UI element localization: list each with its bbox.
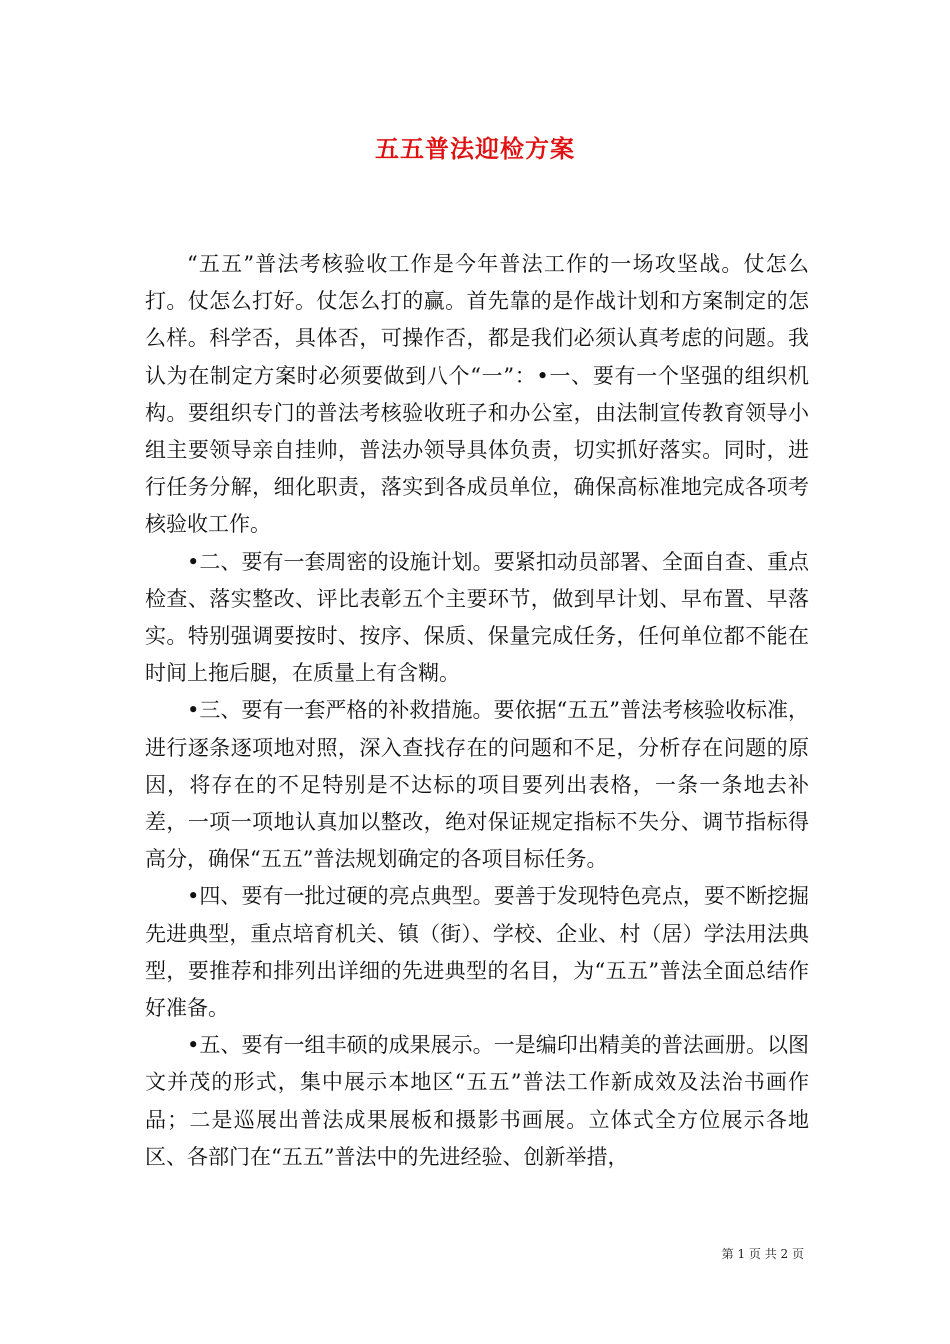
document-title: 五五普法迎检方案 <box>375 134 575 163</box>
paragraph: “五五”普法考核验收工作是今年普法工作的一场攻坚战。仗怎么打。仗怎么打好。仗怎么打的赢。首先靠的是作战计划和方案制定的怎么样。科学否，具体否，可操作否，都是我们必须认真考虑的问题。我认为在制定方案时必须要做到八个“一”：•一、要有一个坚强的组织机构。要组织专门的普法考核验收班子和办公室，由法制宣传教育领导小组主要领导亲自挂帅，普法办领导具体负责，切实抓好落实。同时，进行任务分解，细化职责，落实到各成员单位，确保高标准地完成各项考核验收工作。 <box>145 252 809 537</box>
paragraph: •五、要有一组丰硕的成果展示。一是编印出精美的普法画册。以图文并茂的形式，集中展示本地区“五五”普法工作新成效及法治书画作品；二是巡展出普法成果展板和摄影书画展。立体式全方位展示各地区、各部门在“五五”普法中的先进经验、创新举措， <box>145 1033 809 1169</box>
paragraph: •二、要有一套周密的设施计划。要紧扣动员部署、全面自查、重点检查、落实整改、评比表彰五个主要环节，做到早计划、早布置、早落实。特别强调要按时、按序、保质、保量完成任务，任何单位都不能在时间上拖后腿，在质量上有含糊。 <box>145 549 809 686</box>
paragraph: •三、要有一套严格的补救措施。要依据“五五”普法考核验收标准，进行逐条逐项地对照，深入查找存在的问题和不足，分析存在问题的原因，将存在的不足特别是不达标的项目要列出表格，一条一条地去补差，一项一项地认真加以整改，绝对保证规定指标不失分、调节指标得高分，确保“五五”普法规划确定的各项目标任务。 <box>145 698 809 872</box>
document-body <box>145 246 809 1176</box>
paragraph: •四、要有一批过硬的亮点典型。要善于发现特色亮点，要不断挖掘先进典型，重点培育机关、镇（街）、学校、企业、村（居）学法用法典型，要推荐和排列出详细的先进典型的名目，为“五五”普法全面总结作好准备。 <box>145 884 809 1021</box>
page-number-footer: 第 1 页 共 2 页 <box>721 1247 804 1261</box>
